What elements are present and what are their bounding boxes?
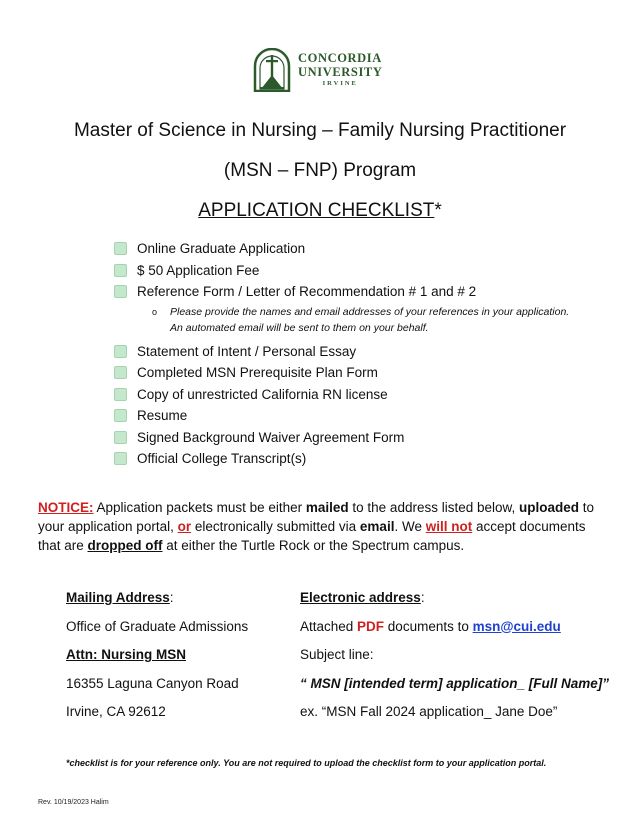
checklist-item <box>114 427 604 449</box>
checklist-item <box>114 405 604 427</box>
notice-mailed: mailed <box>305 500 349 515</box>
notice-email: email <box>359 519 395 534</box>
logo-line-2: UNIVERSITY <box>298 64 383 79</box>
mailing-attn: Attn: Nursing MSN <box>66 647 186 662</box>
checkbox[interactable] <box>114 388 127 401</box>
logo-line-1: CONCORDIA <box>298 51 382 66</box>
checkbox[interactable] <box>114 345 127 358</box>
attached-text: Attached <box>300 618 358 634</box>
notice-or: or <box>177 519 192 534</box>
electronic-heading-colon: : <box>420 590 425 605</box>
notice-dropped-off: dropped off <box>87 538 163 553</box>
checklist-item-label: Copy of unrestricted California RN license <box>137 386 388 402</box>
electronic-address-block <box>300 588 620 731</box>
revision-note: Rev. 10/19/2023 Halim <box>38 799 109 806</box>
notice-uploaded: uploaded <box>519 500 580 515</box>
notice-text: electronically submitted via <box>191 519 360 534</box>
notice-text: Application packets must be either <box>93 500 306 515</box>
checklist-item-label: Completed MSN Prerequisite Plan Form <box>137 365 378 381</box>
email-link[interactable]: msn@cui.edu <box>472 618 561 634</box>
notice-text: at either the Turtle Rock or the Spectrum campus. <box>162 538 465 553</box>
checklist-heading-text: APPLICATION CHECKLIST <box>198 200 435 221</box>
university-logo <box>252 48 383 92</box>
checklist-item-label: Reference Form / Letter of Recommendation # 1 and # 2 <box>137 284 477 300</box>
checklist-item <box>114 384 604 406</box>
mailing-office: Office of Graduate Admissions <box>66 618 249 634</box>
checklist-item <box>114 341 604 363</box>
application-checklist <box>114 238 604 470</box>
notice-text: to the address listed below, <box>348 500 520 515</box>
attached-text: documents to <box>384 618 473 634</box>
checkbox[interactable] <box>114 409 127 422</box>
checklist-item-label: Resume <box>137 408 188 424</box>
notice-text: . We <box>394 519 426 534</box>
checklist-item <box>114 362 604 384</box>
pdf-label: PDF <box>357 618 385 634</box>
checklist-item <box>114 448 604 470</box>
reference-sub-note <box>152 304 604 336</box>
electronic-heading-text: Electronic address <box>300 590 421 605</box>
mailing-heading-text: Mailing Address <box>66 590 170 605</box>
mailing-city: Irvine, CA 92612 <box>66 704 166 719</box>
checklist-item-label: Online Graduate Application <box>137 241 306 257</box>
checkbox[interactable] <box>114 431 127 444</box>
checklist-heading-asterisk: * <box>434 200 442 221</box>
checklist-item <box>114 260 604 282</box>
notice-label: NOTICE: <box>38 500 94 515</box>
notice-text: accept documents that are <box>38 519 586 553</box>
checklist-item <box>114 238 604 260</box>
subject-example: ex. “MSN Fall 2024 application_ Jane Doe” <box>300 704 558 719</box>
checklist-footnote: *checklist is for your reference only. You are not required to upload the checklist form to your application portal. <box>66 758 547 768</box>
notice-paragraph <box>38 498 608 555</box>
checkbox[interactable] <box>114 452 127 465</box>
mailing-heading-colon: : <box>169 590 174 605</box>
checklist-item-label: Statement of Intent / Personal Essay <box>137 343 357 359</box>
chapel-emblem-icon <box>252 48 292 92</box>
mailing-street: 16355 Laguna Canyon Road <box>66 675 239 691</box>
electronic-attached-line <box>300 617 620 646</box>
subject-line-label: Subject line: <box>300 647 374 662</box>
logo-line-3: IRVINE <box>322 80 358 88</box>
mailing-heading <box>66 588 286 617</box>
notice-text: to your application portal, <box>38 500 595 534</box>
checklist-item-label: $ 50 Application Fee <box>137 262 260 278</box>
mailing-address-block <box>66 588 286 731</box>
checklist-item-label: Signed Background Waiver Agreement Form <box>137 429 405 445</box>
checklist-heading <box>0 200 640 222</box>
checkbox[interactable] <box>114 366 127 379</box>
checkbox[interactable] <box>114 285 127 298</box>
checkbox[interactable] <box>114 264 127 277</box>
checklist-item <box>114 281 604 303</box>
checkbox[interactable] <box>114 242 127 255</box>
electronic-heading <box>300 588 620 617</box>
notice-will-not: will not <box>425 519 473 534</box>
subject-format: “ MSN [intended term] application_ [Full Name]” <box>300 675 610 691</box>
checklist-item-label: Official College Transcript(s) <box>137 451 307 467</box>
sub-bullet: o <box>152 306 158 317</box>
program-title: Master of Science in Nursing – Family Nursing Practitioner <box>73 120 567 141</box>
sub-note-text: Please provide the names and email addresses of your references in your application. An automated email will be sent to them on your behalf. <box>170 305 570 334</box>
program-subtitle: (MSN – FNP) Program <box>223 160 417 181</box>
